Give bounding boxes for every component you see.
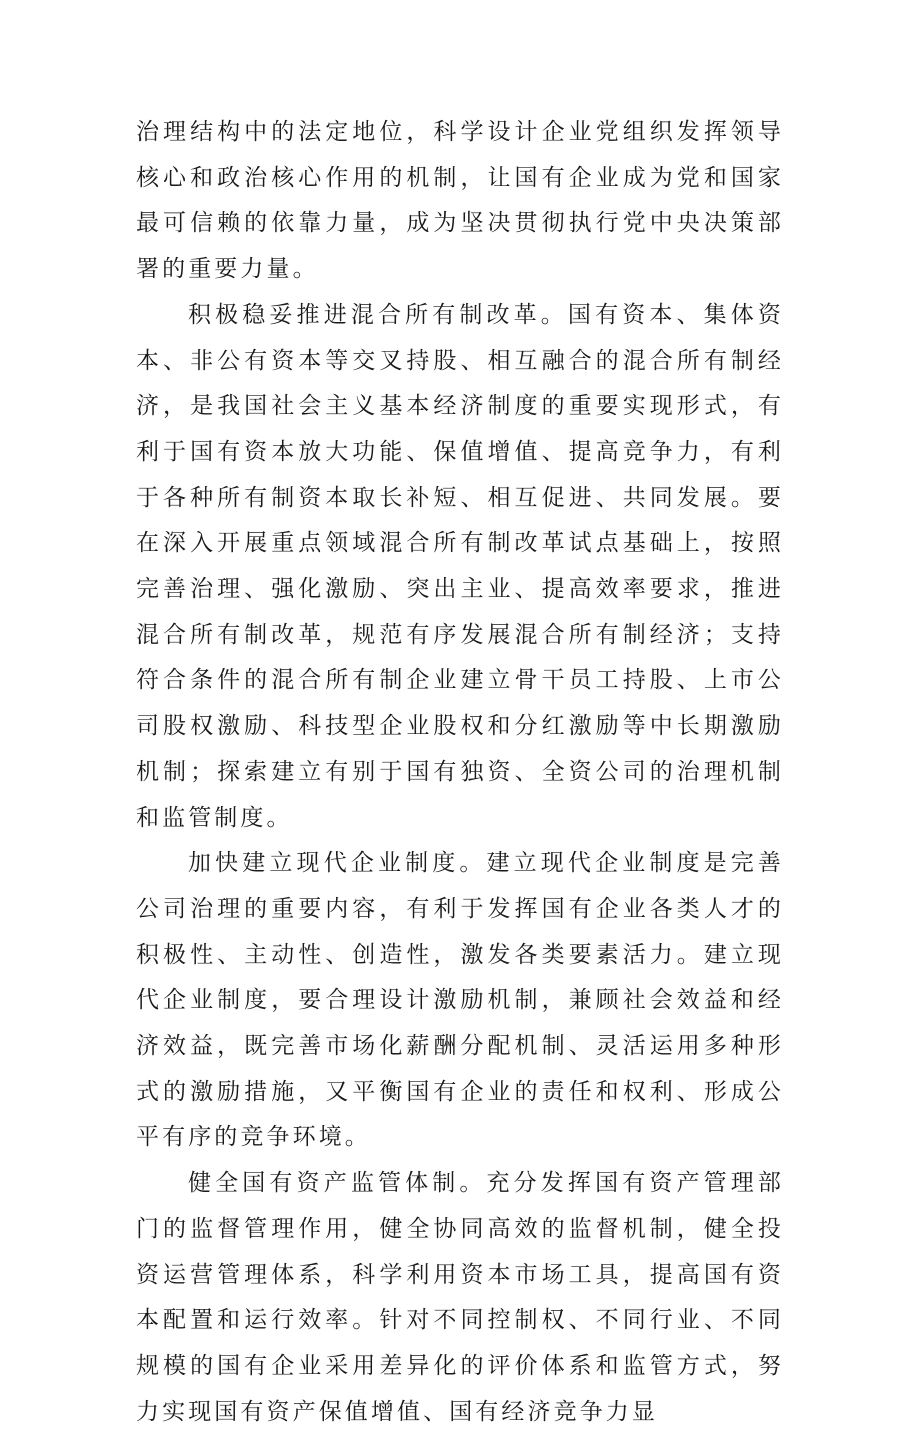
paragraph-state-asset-supervision: 健全国有资产监管体制。充分发挥国有资产管理部门的监督管理作用，健全协同高效的监督机制，健全投资运营管理体系，科学利用资本市场工具，提高国有资本配置和运行效率。针对不同控制权、不同行业、不同规模的国有企业采用差异化的评价体系和监管方式，努力实现国有资产保值增值、国有经济竞争力显 (136, 1170, 784, 1425)
paragraph-modern-enterprise-system: 加快建立现代企业制度。建立现代企业制度是完善公司治理的重要内容，有利于发挥国有企业各类人才的积极性、主动性、创造性，激发各类要素活力。建立现代企业制度，要合理设计激励机制，兼顾社会效益和经济效益，既完善市场化薪酬分配机制、灵活运用多种形式的激励措施，又平衡国有企业的责任和权利、形成公平有序的竞争环境。 (136, 850, 784, 1151)
paragraph-party-leadership-continued: 治理结构中的法定地位，科学设计企业党组织发挥领导核心和政治核心作用的机制，让国有企业成为党和国家最可信赖的依靠力量，成为坚决贯彻执行党中央决策部署的重要力量。 (136, 119, 784, 283)
paragraph-mixed-ownership-reform: 积极稳妥推进混合所有制改革。国有资本、集体资本、非公有资本等交叉持股、相互融合的混合所有制经济，是我国社会主义基本经济制度的重要实现形式，有利于国有资本放大功能、保值增值、提高竞争力，有利于各种所有制资本取长补短、相互促进、共同发展。要在深入开展重点领域混合所有制改革试点基础上，按照完善治理、强化激励、突出主业、提高效率要求，推进混合所有制改革，规范有序发展混合所有制经济；支持符合条件的混合所有制企业建立骨干员工持股、上市公司股权激励、科技型企业股权和分红激励等中长期激励机制；探索建立有别于国有独资、全资公司的治理机制和监管制度。 (136, 301, 784, 831)
document-body (136, 110, 784, 1435)
